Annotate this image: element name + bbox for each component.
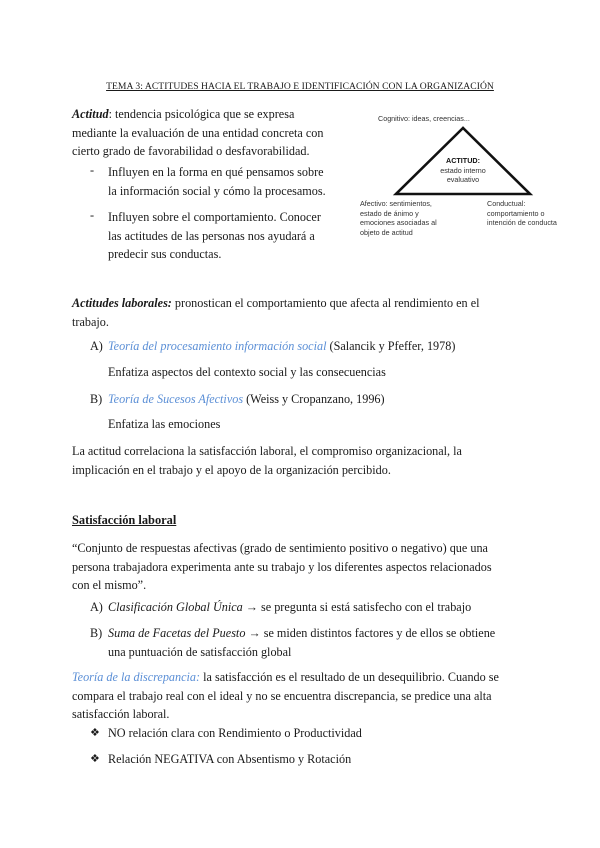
bullet1-line2: la información social y cómo la procesamos. <box>108 183 326 198</box>
discrepancy-line1: la satisfacción es el resultado de un desequilibrio. Cuando se <box>200 670 499 684</box>
satisfaccion-b-text-line2: una puntuación de satisfacción global <box>108 644 292 659</box>
laborales-b-ref: (Weiss y Cropanzano, 1996) <box>243 392 385 406</box>
diagram-cognitive-label: Cognitivo: ideas, creencias... <box>378 114 470 123</box>
laborales-term: Actitudes laborales: <box>72 296 172 310</box>
satisfaccion-a-marker: A) <box>90 600 103 614</box>
diagram-center-line2: estado interno <box>440 165 486 175</box>
diagram-left-line4: objeto de actitud <box>360 227 413 237</box>
laborales-b-marker: B) <box>90 392 103 406</box>
satisfaccion-point-1: NO relación clara con Rendimiento o Productividad <box>108 726 362 740</box>
quote-line3: con el mismo”. <box>72 578 147 592</box>
laborales-a-marker: A) <box>90 339 103 353</box>
diagram-right-line2: comportamiento o <box>487 208 545 218</box>
laborales-a-item <box>108 337 548 356</box>
diagram-center-line3: evaluativo <box>446 175 480 185</box>
diagram-right-line1: Conductual: <box>487 199 526 208</box>
correlation-line2: implicación en el trabajo y el apoyo de la organización percibido. <box>72 462 391 477</box>
diagram-affective-label <box>360 199 480 237</box>
diagram-left-line1: Afectivo: sentimientos, <box>360 199 432 208</box>
satisfaccion-b-item <box>108 624 548 661</box>
satisfaccion-b-marker: B) <box>90 626 103 640</box>
diagram-center-line1: ACTITUD: <box>446 156 480 165</box>
actitud-def-line3: cierto grado de favorabilidad o desfavorabilidad. <box>72 144 310 158</box>
bullet2-line3: predecir sus conductas. <box>108 247 222 261</box>
discrepancy-paragraph <box>72 668 562 724</box>
diagram-conductual-label <box>487 199 587 228</box>
actitud-def-line2: mediante la evaluación de una entidad concreta con <box>72 125 324 140</box>
satisfaccion-point-2: Relación NEGATIVA con Absentismo y Rotación <box>108 752 352 766</box>
satisfaccion-a-item <box>108 598 548 617</box>
laborales-a-desc: Enfatiza aspectos del contexto social y las consecuencias <box>108 365 386 379</box>
diagram-left-line2: estado de ánimo y <box>360 208 419 218</box>
satisfaccion-a-text: → se pregunta si está satisfecho con el trabajo <box>242 600 472 614</box>
actitud-term: Actitud <box>72 107 109 121</box>
laborales-a-ref: (Salancik y Pfeffer, 1978) <box>326 339 456 353</box>
facets-sum-term: Suma de Facetas del Puesto <box>108 626 246 640</box>
discrepancy-line3: satisfacción laboral. <box>72 707 170 721</box>
laborales-paragraph <box>72 294 542 331</box>
laborales-b-item <box>108 390 548 409</box>
theory-affective-events-link[interactable]: Teoría de Sucesos Afectivos <box>108 392 244 406</box>
diagram-left-line3: emociones asociadas al <box>360 218 437 228</box>
actitud-bullet-1 <box>108 163 368 200</box>
diagram-right-line3: intención de conducta <box>487 218 557 228</box>
quote-line2: persona trabajadora experimenta ante su trabajo y los diferentes aspectos relacionados <box>72 559 492 574</box>
diamond-bullet-icon: ❖ <box>90 753 100 765</box>
correlation-line1: La actitud correlaciona la satisfacción laboral, el compromiso organizacional, la <box>72 444 462 458</box>
bullet1-line1: Influyen en la forma en qué pensamos sobre <box>108 165 324 179</box>
bullet2-line1: Influyen sobre el comportamiento. Conocer <box>108 210 321 224</box>
discrepancy-line2: compara el trabajo real con el ideal y no se encuentra discrepancia, se predice una alta <box>72 688 492 703</box>
dash-marker: - <box>90 163 95 177</box>
diamond-bullet-icon: ❖ <box>90 727 100 739</box>
theory-social-info-link[interactable]: Teoría del procesamiento información social <box>108 339 327 353</box>
satisfaccion-b-text-line1: → se miden distintos factores y de ellos se obtiene <box>245 626 496 640</box>
laborales-line1: pronostican el comportamiento que afecta al rendimiento en el <box>171 296 480 310</box>
laborales-line2: trabajo. <box>72 314 109 329</box>
global-classification-term: Clasificación Global Única <box>108 600 243 614</box>
correlation-paragraph <box>72 442 552 479</box>
page-title: TEMA 3: ACTITUDES HACIA EL TRABAJO E IDENTIFICACIÓN CON LA ORGANIZACIÓN <box>106 81 494 92</box>
dash-marker: - <box>90 208 95 222</box>
laborales-b-desc: Enfatiza las emociones <box>108 417 221 431</box>
actitud-bullet-2 <box>108 208 368 264</box>
quote-line1: “Conjunto de respuestas afectivas (grado de sentimiento positivo o negativo) que una <box>72 541 488 555</box>
satisfaccion-quote <box>72 539 562 595</box>
theory-discrepancy-link[interactable]: Teoría de la discrepancia: <box>72 670 201 684</box>
diagram-center-label <box>420 156 506 185</box>
actitud-definition <box>72 105 372 161</box>
section-heading-satisfaccion: Satisfacción laboral <box>72 513 177 527</box>
actitud-def-line1: : tendencia psicológica que se expresa <box>108 107 295 121</box>
bullet2-line2: las actitudes de las personas nos ayudará a <box>108 228 315 243</box>
